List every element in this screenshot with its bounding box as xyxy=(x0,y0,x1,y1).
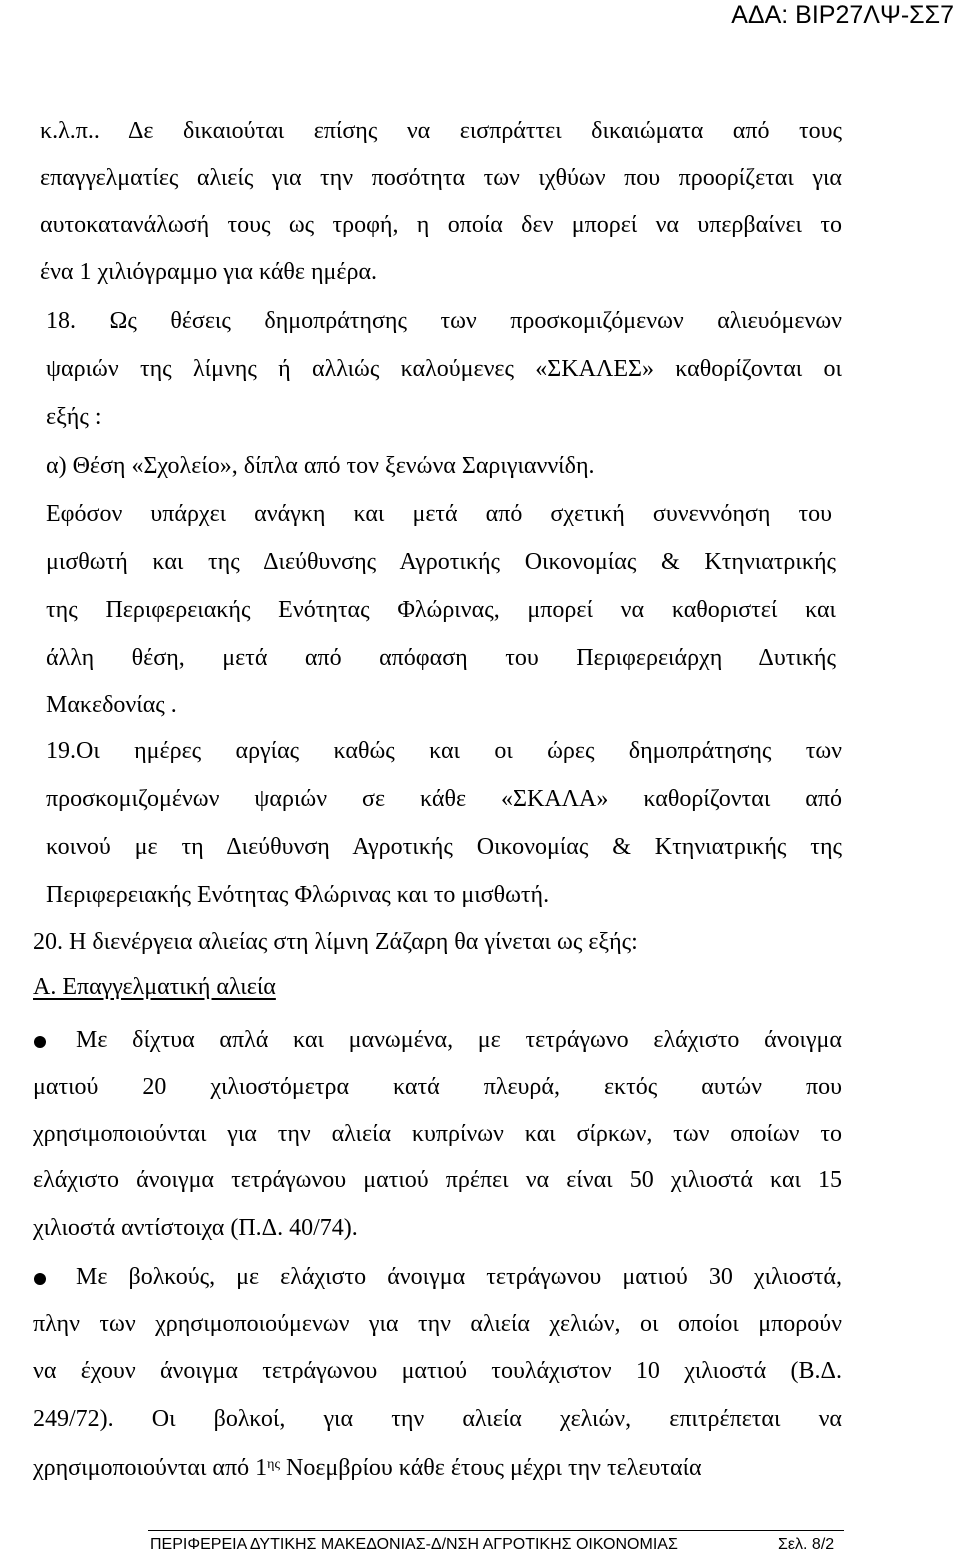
text-line: εξής : xyxy=(46,404,102,430)
text-line: προσκομιζομένων ψαριών σε κάθε «ΣΚΑΛΑ» καθορίζονται από xyxy=(46,786,842,812)
section-heading: Α. Επαγγελματική αλιεία xyxy=(33,974,276,1000)
text-line: 20. Η διενέργεια αλιείας στη λίμνη Ζάζαρη θα γίνεται ως εξής: xyxy=(33,929,638,955)
text-line: Μακεδονίας . xyxy=(46,692,177,718)
text-line: άλλη θέση, μετά από απόφαση του Περιφερειάρχη Δυτικής xyxy=(46,645,836,671)
text-line xyxy=(33,1453,702,1483)
text-line: ψαριών της λίμνης ή αλλιώς καλούμενες «ΣΚΑΛΕΣ» καθορίζονται οι xyxy=(46,356,842,382)
text-line: χιλιοστά αντίστοιχα (Π.Δ. 40/74). xyxy=(33,1215,358,1241)
text-line: Περιφερειακής Ενότητας Φλώρινας και το μισθωτή. xyxy=(46,882,550,908)
text-line: ματιού 20 χιλιοστόμετρα κατά πλευρά, εκτός αυτών που xyxy=(33,1074,842,1100)
document-code: ΑΔΑ: ΒΙΡ27ΛΨ-ΣΣ7 xyxy=(731,1,954,29)
text-line: Εφόσον υπάρχει ανάγκη και μετά από σχετική συνεννόηση του xyxy=(46,501,832,527)
text-line: κοινού με τη Διεύθυνση Αγροτικής Οικονομίας & Κτηνιατρικής της xyxy=(46,834,842,860)
text-fragment: Νοεμβρίου κάθε έτους μέχρι την τελευταία xyxy=(280,1455,702,1481)
text-line: επαγγελματίες αλιείς για την ποσότητα των ιχθύων που προορίζεται για xyxy=(40,165,842,191)
text-line: κ.λ.π.. Δε δικαιούται επίσης να εισπράττει δικαιώματα από τους xyxy=(40,118,842,144)
bullet-icon xyxy=(34,1036,46,1048)
text-line: 18. Ως θέσεις δημοπράτησης των προσκομιζόμενων αλιευόμενων xyxy=(46,308,842,334)
superscript: ης xyxy=(267,1457,280,1472)
text-line: α) Θέση «Σχολείο», δίπλα από τον ξενώνα Σαριγιαννίδη. xyxy=(46,453,595,479)
text-fragment: χρησιμοποιούνται από 1 xyxy=(33,1455,268,1481)
text-line: 19.Οι ημέρες αργίας καθώς και οι ώρες δημοπράτησης των xyxy=(46,738,842,764)
text-line: χρησιμοποιούνται για την αλιεία κυπρίνων και σίρκων, των οποίων το xyxy=(33,1121,842,1147)
text-line: της Περιφερειακής Ενότητας Φλώρινας, μπορεί να καθοριστεί και xyxy=(46,597,836,623)
text-line: ένα 1 χιλιόγραμμο για κάθε ημέρα. xyxy=(40,259,378,285)
text-line: ελάχιστο άνοιγμα τετράγωνου ματιού πρέπει να είναι 50 χιλιοστά και 15 xyxy=(33,1167,842,1193)
text-line: Με βολκούς, με ελάχιστο άνοιγμα τετράγωνου ματιού 30 χιλιοστά, xyxy=(76,1264,842,1290)
bullet-icon xyxy=(34,1273,46,1285)
footer-department: ΠΕΡΙΦΕΡΕΙΑ ΔΥΤΙΚΗΣ ΜΑΚΕΔΟΝΙΑΣ-Δ/ΝΣΗ ΑΓΡΟΤΙΚΗΣ ΟΙΚΟΝΟΜΙΑΣ xyxy=(150,1536,678,1553)
text-line: Με δίχτυα απλά και μανωμένα, με τετράγωνο ελάχιστο άνοιγμα xyxy=(76,1027,842,1053)
text-line: πλην των χρησιμοποιούμενων για την αλιεία χελιών, οι οποίοι μπορούν xyxy=(33,1311,842,1337)
footer-page-number: Σελ. 8/2 xyxy=(778,1536,835,1553)
text-line: αυτοκατανάλωσή τους ως τροφή, η οποία δεν μπορεί να υπερβαίνει το xyxy=(40,212,842,238)
text-line: να έχουν άνοιγμα τετράγωνου ματιού τουλάχιστον 10 χιλιοστά (Β.Δ. xyxy=(33,1358,842,1384)
footer-divider xyxy=(148,1530,844,1531)
text-line: μισθωτή και της Διεύθυνσης Αγροτικής Οικονομίας & Κτηνιατρικής xyxy=(46,549,836,575)
text-line: 249/72). Οι βολκοί, για την αλιεία χελιών, επιτρέπεται να xyxy=(33,1406,842,1432)
